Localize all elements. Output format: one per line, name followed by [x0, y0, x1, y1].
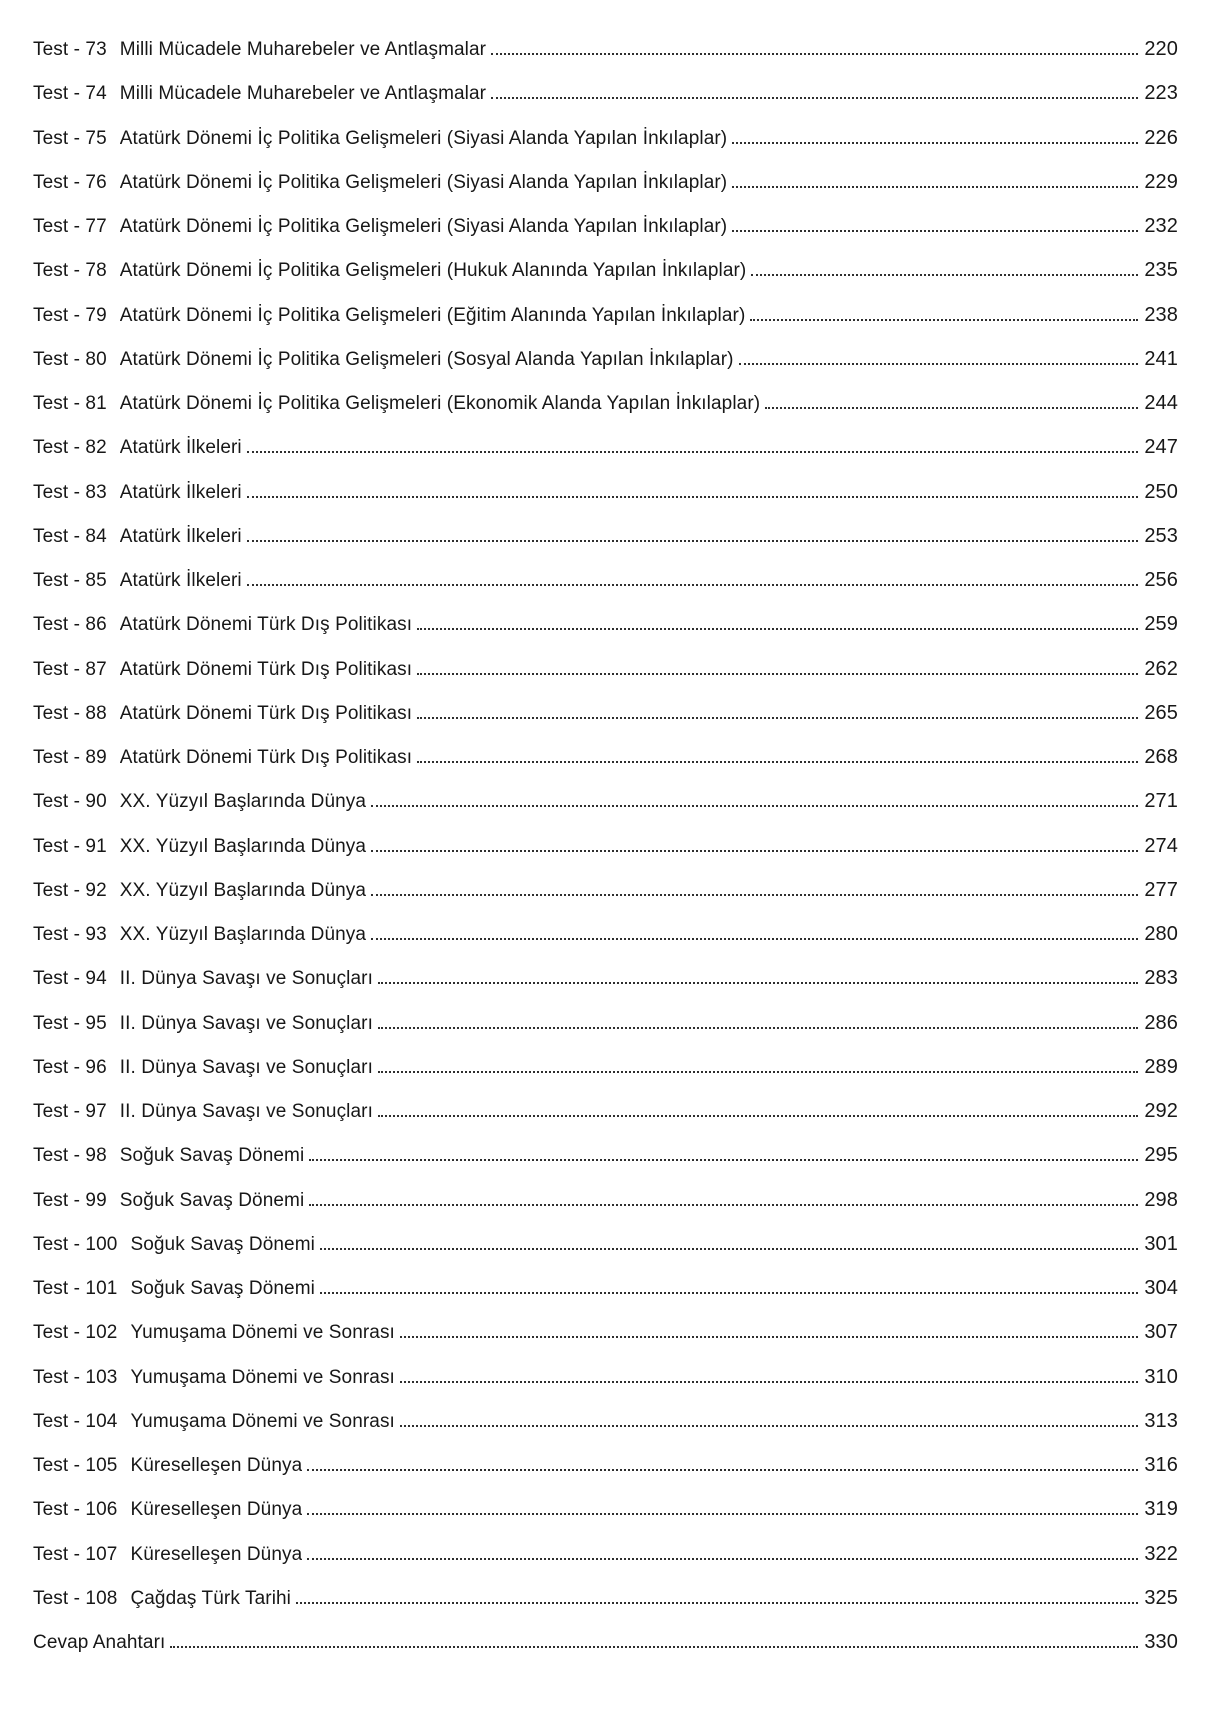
- toc-entry-page-number: 295: [1144, 1144, 1178, 1167]
- toc-entry-test-number: Test - 103: [33, 1366, 118, 1388]
- toc-entry-test-number: Test - 81: [33, 393, 107, 414]
- toc-entry: [33, 1576, 1178, 1620]
- toc-entry-title: XX. Yüzyıl Başlarında Dünya: [119, 791, 367, 813]
- toc-entry-title: II. Dünya Savaşı ve Sonuçları: [119, 1101, 373, 1122]
- toc-entry: [33, 160, 1178, 204]
- toc-entry-title: Küreselleşen Dünya: [130, 1455, 303, 1476]
- dotted-leader: [170, 1646, 1138, 1648]
- toc-entry: [33, 691, 1178, 735]
- dotted-leader: [739, 363, 1139, 365]
- toc-entry-title: Yumuşama Dönemi ve Sonrası: [130, 1366, 395, 1388]
- toc-entry-test-number: Test - 106: [33, 1499, 118, 1521]
- toc-entry-title: Cevap Anahtarı: [33, 1632, 166, 1653]
- dotted-leader: [417, 673, 1138, 675]
- toc-entry-title: Atatürk Dönemi İç Politika Gelişmeleri (Sosyal Alanda Yapılan İnkılaplar): [119, 348, 734, 370]
- toc-entry-page-number: 310: [1144, 1365, 1178, 1388]
- toc-entry: [33, 116, 1178, 160]
- toc-entry: [33, 602, 1178, 646]
- toc-entry-title: Atatürk İlkeleri: [119, 437, 242, 459]
- toc-entry-title: XX. Yüzyıl Başlarında Dünya: [119, 879, 367, 901]
- toc-entry-title: Atatürk Dönemi Türk Dış Politikası: [119, 702, 413, 724]
- toc-entry-title: Soğuk Savaş Dönemi: [119, 1189, 305, 1211]
- toc-entry-test-number: Test - 105: [33, 1455, 118, 1476]
- toc-entry-page-number: 286: [1144, 1011, 1178, 1034]
- toc-entry-title: Atatürk Dönemi İç Politika Gelişmeleri (Eğitim Alanında Yapılan İnkılaplar): [119, 304, 746, 326]
- toc-entry: [33, 1001, 1178, 1045]
- toc-entry-page-number: 220: [1144, 38, 1178, 60]
- toc-list: [33, 27, 1178, 1664]
- toc-entry-page-number: 223: [1144, 82, 1178, 105]
- toc-entry: [33, 956, 1178, 1000]
- toc-entry: [33, 647, 1178, 691]
- toc-entry-test-number: Test - 107: [33, 1543, 118, 1565]
- dotted-leader: [320, 1292, 1138, 1294]
- toc-entry-page-number: 238: [1144, 303, 1178, 326]
- toc-entry-title: Atatürk İlkeleri: [119, 481, 242, 503]
- toc-entry: [33, 1443, 1178, 1487]
- dotted-leader: [378, 982, 1138, 984]
- toc-entry-page-number: 268: [1144, 746, 1178, 768]
- toc-entry-page-number: 307: [1144, 1321, 1178, 1344]
- toc-entry-test-number: Test - 86: [33, 614, 107, 636]
- toc-entry-page-number: 253: [1144, 524, 1178, 547]
- toc-entry: [33, 779, 1178, 823]
- dotted-leader: [371, 805, 1138, 807]
- toc-entry-page-number: 250: [1144, 480, 1178, 503]
- toc-entry: [33, 293, 1178, 337]
- toc-entry-title: Atatürk Dönemi İç Politika Gelişmeleri (Hukuk Alanında Yapılan İnkılaplar): [119, 260, 747, 282]
- toc-entry: [33, 735, 1178, 779]
- toc-entry-title: Küreselleşen Dünya: [130, 1543, 303, 1565]
- dotted-leader: [417, 717, 1138, 719]
- toc-entry-title: Atatürk Dönemi İç Politika Gelişmeleri (Siyasi Alanda Yapılan İnkılaplar): [119, 127, 728, 149]
- toc-entry: [33, 204, 1178, 248]
- toc-entry-test-number: Test - 74: [33, 83, 107, 105]
- toc-entry: [33, 248, 1178, 292]
- dotted-leader: [378, 1071, 1138, 1073]
- toc-entry: [33, 1399, 1178, 1443]
- toc-entry-test-number: Test - 90: [33, 791, 107, 813]
- toc-entry-test-number: Test - 108: [33, 1587, 118, 1609]
- toc-entry-page-number: 313: [1144, 1409, 1178, 1432]
- dotted-leader: [378, 1027, 1138, 1029]
- toc-entry: [33, 1222, 1178, 1266]
- toc-entry-title: XX. Yüzyıl Başlarında Dünya: [119, 924, 367, 945]
- dotted-leader: [732, 186, 1138, 188]
- toc-entry-title: II. Dünya Savaşı ve Sonuçları: [119, 1012, 373, 1034]
- toc-entry-page-number: 247: [1144, 436, 1178, 459]
- dotted-leader: [751, 274, 1138, 276]
- toc-entry: [33, 1133, 1178, 1177]
- dotted-leader: [765, 407, 1138, 409]
- toc-entry: [33, 1045, 1178, 1089]
- toc-entry-test-number: Test - 78: [33, 260, 107, 282]
- toc-entry-page-number: 259: [1144, 613, 1178, 636]
- toc-entry-title: II. Dünya Savaşı ve Sonuçları: [119, 1056, 373, 1078]
- dotted-leader: [307, 1513, 1138, 1515]
- toc-entry-test-number: Test - 87: [33, 658, 107, 680]
- dotted-leader: [732, 142, 1138, 144]
- dotted-leader: [247, 540, 1139, 542]
- toc-entry-title: Küreselleşen Dünya: [130, 1499, 303, 1521]
- toc-entry-test-number: Test - 84: [33, 525, 107, 547]
- toc-entry: [33, 1355, 1178, 1399]
- toc-entry-test-number: Test - 93: [33, 924, 107, 945]
- dotted-leader: [371, 850, 1138, 852]
- toc-entry: [33, 337, 1178, 381]
- toc-entry-test-number: Test - 73: [33, 39, 107, 60]
- dotted-leader: [371, 938, 1138, 940]
- toc-entry-title: Atatürk Dönemi Türk Dış Politikası: [119, 658, 413, 680]
- toc-entry-test-number: Test - 76: [33, 171, 107, 193]
- toc-entry-page-number: 274: [1144, 834, 1178, 857]
- toc-entry-page-number: 271: [1144, 790, 1178, 813]
- toc-entry-test-number: Test - 99: [33, 1189, 107, 1211]
- toc-entry-page-number: 277: [1144, 878, 1178, 901]
- toc-entry-page-number: 283: [1144, 967, 1178, 990]
- dotted-leader: [491, 53, 1138, 55]
- toc-entry-test-number: Test - 97: [33, 1101, 107, 1122]
- toc-entry-test-number: Test - 83: [33, 481, 107, 503]
- toc-entry: [33, 1089, 1178, 1133]
- toc-entry-page-number: 298: [1144, 1188, 1178, 1211]
- dotted-leader: [307, 1558, 1138, 1560]
- toc-entry-page-number: 226: [1144, 126, 1178, 149]
- toc-entry-page-number: 229: [1144, 170, 1178, 193]
- toc-entry-test-number: Test - 94: [33, 968, 107, 990]
- toc-entry-title: Atatürk Dönemi Türk Dış Politikası: [119, 614, 413, 636]
- dotted-leader: [309, 1159, 1138, 1161]
- toc-entry-title: Atatürk Dönemi İç Politika Gelişmeleri (Siyasi Alanda Yapılan İnkılaplar): [119, 216, 728, 237]
- dotted-leader: [417, 628, 1138, 630]
- toc-entry: [33, 558, 1178, 602]
- toc-entry-test-number: Test - 104: [33, 1410, 118, 1432]
- toc-entry-title: Atatürk Dönemi Türk Dış Politikası: [119, 747, 413, 768]
- toc-entry-test-number: Test - 91: [33, 835, 107, 857]
- toc-entry-test-number: Test - 102: [33, 1322, 118, 1344]
- dotted-leader: [400, 1336, 1138, 1338]
- toc-entry-test-number: Test - 89: [33, 747, 107, 768]
- toc-entry-page-number: 244: [1144, 392, 1178, 414]
- dotted-leader: [247, 584, 1139, 586]
- toc-entry-page-number: 322: [1144, 1542, 1178, 1565]
- toc-entry-test-number: Test - 85: [33, 570, 107, 591]
- toc-entry: [33, 71, 1178, 115]
- toc-entry-title: II. Dünya Savaşı ve Sonuçları: [119, 968, 373, 990]
- dotted-leader: [491, 97, 1138, 99]
- toc-entry: [33, 1487, 1178, 1531]
- toc-entry-test-number: Test - 80: [33, 348, 107, 370]
- toc-entry-test-number: Test - 92: [33, 879, 107, 901]
- toc-entry-title: Soğuk Savaş Dönemi: [130, 1233, 315, 1255]
- toc-entry-title: Çağdaş Türk Tarihi: [130, 1587, 292, 1609]
- toc-entry-title: Atatürk İlkeleri: [119, 570, 242, 591]
- toc-entry-test-number: Test - 79: [33, 304, 107, 326]
- toc-entry-test-number: Test - 88: [33, 702, 107, 724]
- toc-entry: [33, 1532, 1178, 1576]
- toc-entry-title: Atatürk İlkeleri: [119, 525, 242, 547]
- toc-entry-test-number: Test - 95: [33, 1012, 107, 1034]
- toc-entry-page-number: 241: [1144, 347, 1178, 370]
- toc-entry-page-number: 232: [1144, 215, 1178, 237]
- toc-entry-test-number: Test - 98: [33, 1145, 107, 1167]
- toc-entry: [33, 912, 1178, 956]
- dotted-leader: [320, 1248, 1138, 1250]
- toc-entry: [33, 1620, 1178, 1664]
- toc-entry-page-number: 289: [1144, 1055, 1178, 1078]
- toc-entry-title: Atatürk Dönemi İç Politika Gelişmeleri (Siyasi Alanda Yapılan İnkılaplar): [119, 171, 728, 193]
- toc-entry-page-number: 330: [1144, 1631, 1178, 1653]
- toc-entry-page-number: 325: [1144, 1586, 1178, 1609]
- toc-entry-page-number: 235: [1144, 259, 1178, 282]
- toc-entry-title: Yumuşama Dönemi ve Sonrası: [130, 1410, 395, 1432]
- toc-entry-title: Soğuk Savaş Dönemi: [119, 1145, 305, 1167]
- toc-entry: [33, 1266, 1178, 1310]
- toc-entry-page-number: 280: [1144, 923, 1178, 945]
- toc-entry-page-number: 316: [1144, 1454, 1178, 1476]
- dotted-leader: [378, 1115, 1138, 1117]
- toc-entry-test-number: Test - 101: [33, 1278, 118, 1299]
- toc-entry: [33, 868, 1178, 912]
- dotted-leader: [247, 451, 1139, 453]
- toc-entry-page-number: 256: [1144, 569, 1178, 591]
- dotted-leader: [750, 319, 1138, 321]
- dotted-leader: [400, 1381, 1138, 1383]
- toc-entry: [33, 824, 1178, 868]
- toc-entry-page-number: 304: [1144, 1277, 1178, 1299]
- toc-entry-title: Yumuşama Dönemi ve Sonrası: [130, 1322, 395, 1344]
- toc-entry: [33, 425, 1178, 469]
- toc-entry-test-number: Test - 82: [33, 437, 107, 459]
- toc-entry-test-number: Test - 96: [33, 1056, 107, 1078]
- toc-entry-test-number: Test - 100: [33, 1233, 118, 1255]
- toc-entry-page-number: 262: [1144, 657, 1178, 680]
- dotted-leader: [309, 1204, 1138, 1206]
- toc-entry-page-number: 292: [1144, 1100, 1178, 1122]
- toc-entry: [33, 470, 1178, 514]
- dotted-leader: [296, 1602, 1138, 1604]
- dotted-leader: [732, 230, 1138, 232]
- toc-entry-title: XX. Yüzyıl Başlarında Dünya: [119, 835, 367, 857]
- toc-entry-page-number: 301: [1144, 1232, 1178, 1255]
- dotted-leader: [371, 894, 1138, 896]
- toc-entry-test-number: Test - 75: [33, 127, 107, 149]
- toc-entry: [33, 27, 1178, 71]
- dotted-leader: [417, 761, 1138, 763]
- dotted-leader: [247, 496, 1139, 498]
- toc-entry-title: Soğuk Savaş Dönemi: [130, 1278, 315, 1299]
- dotted-leader: [400, 1425, 1138, 1427]
- toc-entry-test-number: Test - 77: [33, 216, 107, 237]
- toc-entry: [33, 1310, 1178, 1354]
- toc-entry: [33, 1178, 1178, 1222]
- toc-entry-page-number: 265: [1144, 701, 1178, 724]
- toc-entry-title: Milli Mücadele Muharebeler ve Antlaşmalar: [119, 39, 487, 60]
- toc-entry: [33, 514, 1178, 558]
- toc-entry-title: Milli Mücadele Muharebeler ve Antlaşmalar: [119, 83, 487, 105]
- dotted-leader: [307, 1469, 1138, 1471]
- toc-entry: [33, 381, 1178, 425]
- toc-entry-title: Atatürk Dönemi İç Politika Gelişmeleri (Ekonomik Alanda Yapılan İnkılaplar): [119, 393, 761, 414]
- toc-entry-page-number: 319: [1144, 1498, 1178, 1521]
